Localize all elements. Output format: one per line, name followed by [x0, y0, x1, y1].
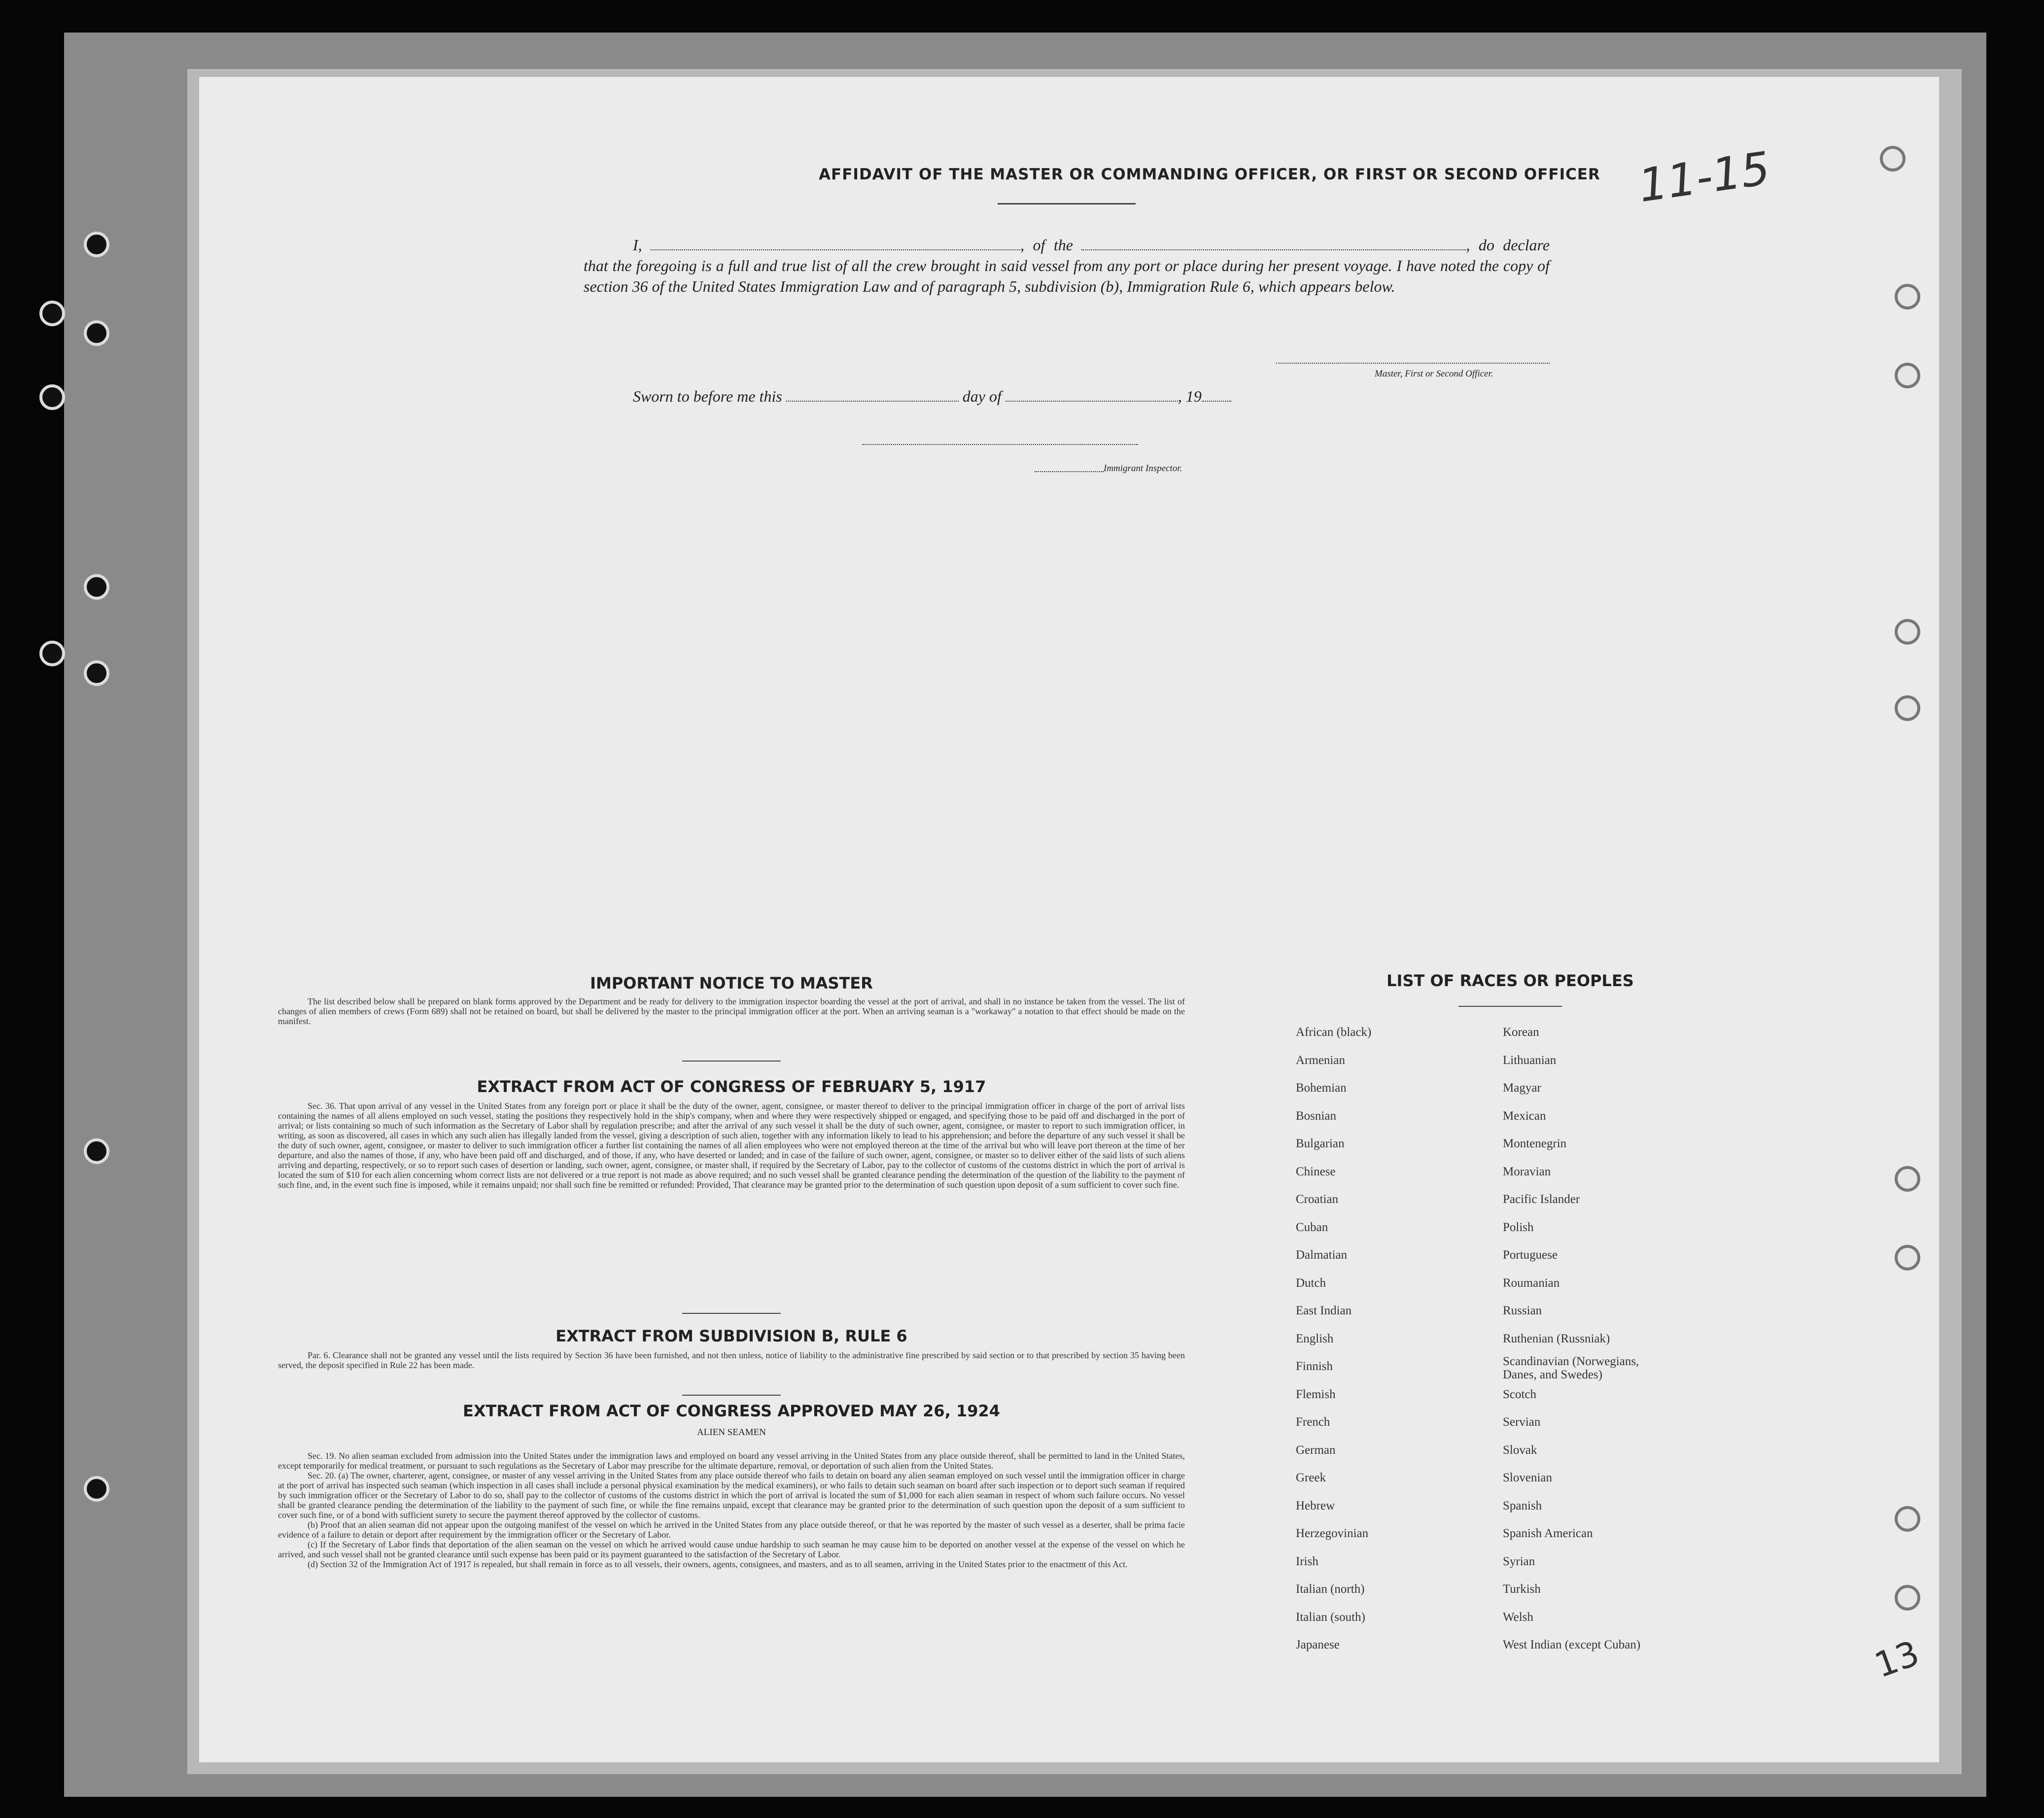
sworn-prefix: Sworn to before me this — [633, 387, 782, 405]
race-item: Moravian — [1503, 1165, 1551, 1178]
race-item: Cuban — [1296, 1220, 1328, 1234]
corner-number: 13 — [1869, 1633, 1925, 1686]
race-item: Armenian — [1296, 1053, 1345, 1067]
inspector-short-line — [1035, 471, 1104, 472]
race-item: Greek — [1296, 1471, 1326, 1484]
master-caption: Master, First or Second Officer. — [1375, 369, 1493, 379]
race-item: Finnish — [1296, 1360, 1333, 1373]
race-item: Korean — [1503, 1026, 1539, 1039]
race-item: Portuguese — [1503, 1248, 1558, 1262]
race-item: Dutch — [1296, 1276, 1326, 1290]
act-1917-text: Sec. 36. That upon arrival of any vessel in the United States from any foreign port or place it shall be the duty of the owner, agent, consignee, or master thereof to deliver to the principal immigration officer in charge of the port of arrival lists containing the names of all aliens employed on such vessel, stating the positions they respectively hold in the ship's company, when and where they were respectively shipped or engaged, and specifying those to be paid off and discharged in the port of arrival; or lists containing so much of such information as the Secretary of Labor shall by regulation prescribe; and after the arrival of any such vessel it shall be the duty of such owner, agent, consignee, or master to report to such immigration officer, in writing, as soon as discovered, all cases in which any such alien has illegally landed from the vessel, giving a description of such alien, together with any information likely to lead to his apprehension; and before the departure of any such vessel it shall be the duty of such owner, agent, consignee, or master to deliver to such immigration officer a further list containing the names of all alien employees who were not employed thereon at the time of the arrival but who will leave port thereon at the time of her departure, and also the names of those, if any, who have been paid off and discharged, and of those, if any, who have deserted or landed; and in case of the failure of such owner, agent, consignee, or master so to deliver either of the said lists of such aliens arriving and departing, respectively, or so to report such cases of desertion or landing, such owner, agent, consignee, or master shall, if required by the Secretary of Labor, pay to the collector of customs of the customs district in which the port of arrival is located the sum of $10 for each alien concerning whom correct lists are not delivered or a true report is not made as above required; and no such vessel shall be granted clearance pending the determination of the question of the liability to the payment of such fine, and, in the event such fine is imposed, while it remains unpaid; nor shall such fine be remitted or refunded: Provided, That clearance may be granted prior to the determination of such question upon deposit of a sum sufficient to cover such fine. — [278, 1101, 1185, 1190]
decl-i: I, — [633, 236, 642, 254]
document-page — [199, 77, 1939, 1762]
day-blank — [786, 389, 959, 402]
binder-hole-icon — [84, 660, 109, 686]
binder-hole-icon — [84, 1138, 109, 1164]
handwritten-number: 11-15 — [1635, 141, 1773, 213]
binder-hole-icon — [39, 301, 65, 326]
binder-hole-icon — [1895, 1585, 1920, 1611]
sworn-statement — [633, 387, 1231, 406]
race-item: Italian (south) — [1296, 1610, 1365, 1624]
act-1924-subtitle: ALIEN SEAMEN — [697, 1427, 766, 1438]
race-item: Syrian — [1503, 1554, 1535, 1568]
race-item: English — [1296, 1332, 1334, 1345]
race-item: Japanese — [1296, 1638, 1340, 1651]
name-blank — [651, 238, 1020, 250]
race-item: Flemish — [1296, 1387, 1336, 1401]
section-divider — [682, 1395, 781, 1396]
race-item: Croatian — [1296, 1193, 1339, 1206]
race-item: German — [1296, 1443, 1336, 1457]
race-item: Spanish — [1503, 1499, 1542, 1512]
race-item: Turkish — [1503, 1582, 1541, 1596]
race-item: Pacific Islander — [1503, 1193, 1580, 1206]
race-item: Dalmatian — [1296, 1248, 1348, 1262]
section-divider — [682, 1313, 781, 1314]
race-item: East Indian — [1296, 1304, 1352, 1317]
race-item: Mexican — [1503, 1109, 1546, 1123]
binder-hole-icon — [1895, 1506, 1920, 1532]
binder-hole-icon — [84, 232, 109, 257]
race-item: Herzegovinian — [1296, 1527, 1369, 1540]
race-item: Scotch — [1503, 1387, 1537, 1401]
races-title: LIST OF RACES OR PEOPLES — [1386, 971, 1634, 990]
binder-hole-icon — [1895, 363, 1920, 388]
race-item: Bohemian — [1296, 1081, 1347, 1095]
year-blank — [1202, 389, 1231, 402]
race-item: Slovak — [1503, 1443, 1537, 1457]
vessel-blank — [1081, 238, 1466, 250]
binder-hole-icon — [1880, 146, 1905, 172]
race-item: Bulgarian — [1296, 1137, 1345, 1150]
act-1917-title: EXTRACT FROM ACT OF CONGRESS OF FEBRUARY 5, 1917 — [477, 1077, 986, 1096]
binder-hole-icon — [1895, 284, 1920, 309]
binder-hole-icon — [39, 384, 65, 410]
sworn-day-of: day of — [962, 387, 1002, 405]
decl-of-the: , of the — [1020, 236, 1073, 254]
binder-hole-icon — [84, 1476, 109, 1502]
decl-body: that the foregoing is a full and true list of all the crew brought in said vessel from any port or place during her present voyage. I have noted the copy of section 36 of the United States Immigration Law and of paragraph 5, subdivision (b), Immigration Rule 6, which appears below. — [584, 257, 1550, 295]
race-item: Montenegrin — [1503, 1137, 1567, 1150]
notice-title: IMPORTANT NOTICE TO MASTER — [590, 974, 873, 993]
race-item: Polish — [1503, 1220, 1534, 1234]
declaration — [584, 235, 1550, 297]
race-item: Bosnian — [1296, 1109, 1336, 1123]
inspector-caption: Immigrant Inspector. — [1104, 463, 1182, 474]
binder-hole-icon — [1895, 1166, 1920, 1192]
race-item: French — [1296, 1415, 1330, 1429]
race-item: Spanish American — [1503, 1527, 1593, 1540]
race-item: Russian — [1503, 1304, 1542, 1317]
race-item: Chinese — [1296, 1165, 1336, 1178]
race-item: Servian — [1503, 1415, 1541, 1429]
race-item: Slovenian — [1503, 1471, 1552, 1484]
act-1924-text: Sec. 19. No alien seaman excluded from admission into the United States under the immigration laws and employed on board any vessel arriving in the United States from any place outside thereof, shall be permitted to land in the United States, except temporarily for medical treatment, or pursuant to such regulations as the Secretary of Labor may prescribe for the ultimate departure, removal, or deportation of such alien from the United States. Sec. 20. (a) The owner, charterer, agent, consignee, or master of any vessel arriving in the United States from any place outside thereof who fails to detain on board any alien seaman employed on such vessel until the immigration officer in charge at the port of arrival has inspected such seaman (which inspection in all cases shall include a personal physical examination by the medical examiners), or who fails to detain such seaman on board after such inspection or to deport such seaman if required by such immigration officer or the Secretary of Labor to do so, shall pay to the collector of customs of the customs district in which the port of arrival is located the sum of $1,000 for each alien seaman in respect of whom such failure occurs. No vessel shall be granted clearance pending the determination of the liability to the payment of such fine, or while the fine remains unpaid, except that clearance may be granted prior to the determination of such question upon the deposit of a sum sufficient to cover such fine, or of a bond with sufficient surety to secure the payment thereof approved by the collector of customs. (b) Proof that an alien seaman did not appear upon the outgoing manifest of the vessel on which he arrived in the United States from any place outside thereof, or that he was reported by the master of such vessel as a deserter, shall be prima facie evidence of a failure to detain or deport after requirement by the immigration officer or the Secretary of Labor. (c) If the Secretary of Labor finds that deportation of the alien seaman on the vessel on which he arrived would cause undue hardship to such seaman he may cause him to be deported on another vessel at the expense of the vessel on which he arrived, and such vessel shall not be granted clearance until such expense has been paid or its payment guaranteed to the satisfaction of the Secretary of Labor. (d) Section 32 of the Immigration Act of 1917 is repealed, but shall remain in force as to all vessels, their owners, agents, consignees, and masters, and as to all seamen, arriving in the United States prior to the enactment of this Act. — [278, 1451, 1185, 1569]
races-divider — [1458, 1006, 1562, 1007]
affidavit-title: AFFIDAVIT OF THE MASTER OR COMMANDING OFFICER, OR FIRST OR SECOND OFFICER — [819, 166, 1600, 183]
race-item: Magyar — [1503, 1081, 1541, 1095]
inspector-signature-line — [862, 444, 1138, 445]
act-1924-title: EXTRACT FROM ACT OF CONGRESS APPROVED MAY 26, 1924 — [462, 1402, 1001, 1420]
binder-hole-icon — [39, 641, 65, 666]
decl-do-declare: , do declare — [1466, 236, 1550, 254]
race-item: African (black) — [1296, 1026, 1372, 1039]
race-item: Irish — [1296, 1554, 1318, 1568]
master-signature-line — [1276, 363, 1550, 364]
race-item: Scandinavian (Norwegians, Danes, and Swedes) — [1503, 1355, 1639, 1381]
title-divider — [998, 203, 1136, 205]
binder-hole-icon — [84, 320, 109, 346]
section-divider — [682, 1061, 781, 1062]
binder-hole-icon — [1895, 619, 1920, 645]
rule-6-text: Par. 6. Clearance shall not be granted any vessel until the lists required by Section 36 have been furnished, and not then unless, notice of liability to the administrative fine prescribed by said section or to that prescribed by section 35 having been served, the deposit specified in Rule 22 has been made. — [278, 1350, 1185, 1370]
race-item: Roumanian — [1503, 1276, 1560, 1290]
race-item: West Indian (except Cuban) — [1503, 1638, 1641, 1651]
race-item: Italian (north) — [1296, 1582, 1365, 1596]
notice-text: The list described below shall be prepared on blank forms approved by the Department and be ready for delivery to the immigration inspector boarding the vessel at the port of arrival, and shall in no instance be taken from the vessel. The list of changes of alien members of crews (Form 689) shall not be retained on board, but shall be delivered by the master to the principal immigration officer at the port. When an arriving seaman is a "workaway" a notation to that effect should be made on the manifest. — [278, 996, 1185, 1026]
race-item: Ruthenian (Russniak) — [1503, 1332, 1610, 1345]
race-item: Lithuanian — [1503, 1053, 1557, 1067]
race-item: Hebrew — [1296, 1499, 1335, 1512]
binder-hole-icon — [1895, 1245, 1920, 1270]
rule-6-title: EXTRACT FROM SUBDIVISION B, RULE 6 — [555, 1327, 907, 1345]
binder-hole-icon — [84, 574, 109, 600]
binder-hole-icon — [1895, 695, 1920, 721]
month-blank — [1005, 389, 1178, 402]
race-item: Welsh — [1503, 1610, 1533, 1624]
sworn-year: , 19 — [1178, 387, 1202, 405]
